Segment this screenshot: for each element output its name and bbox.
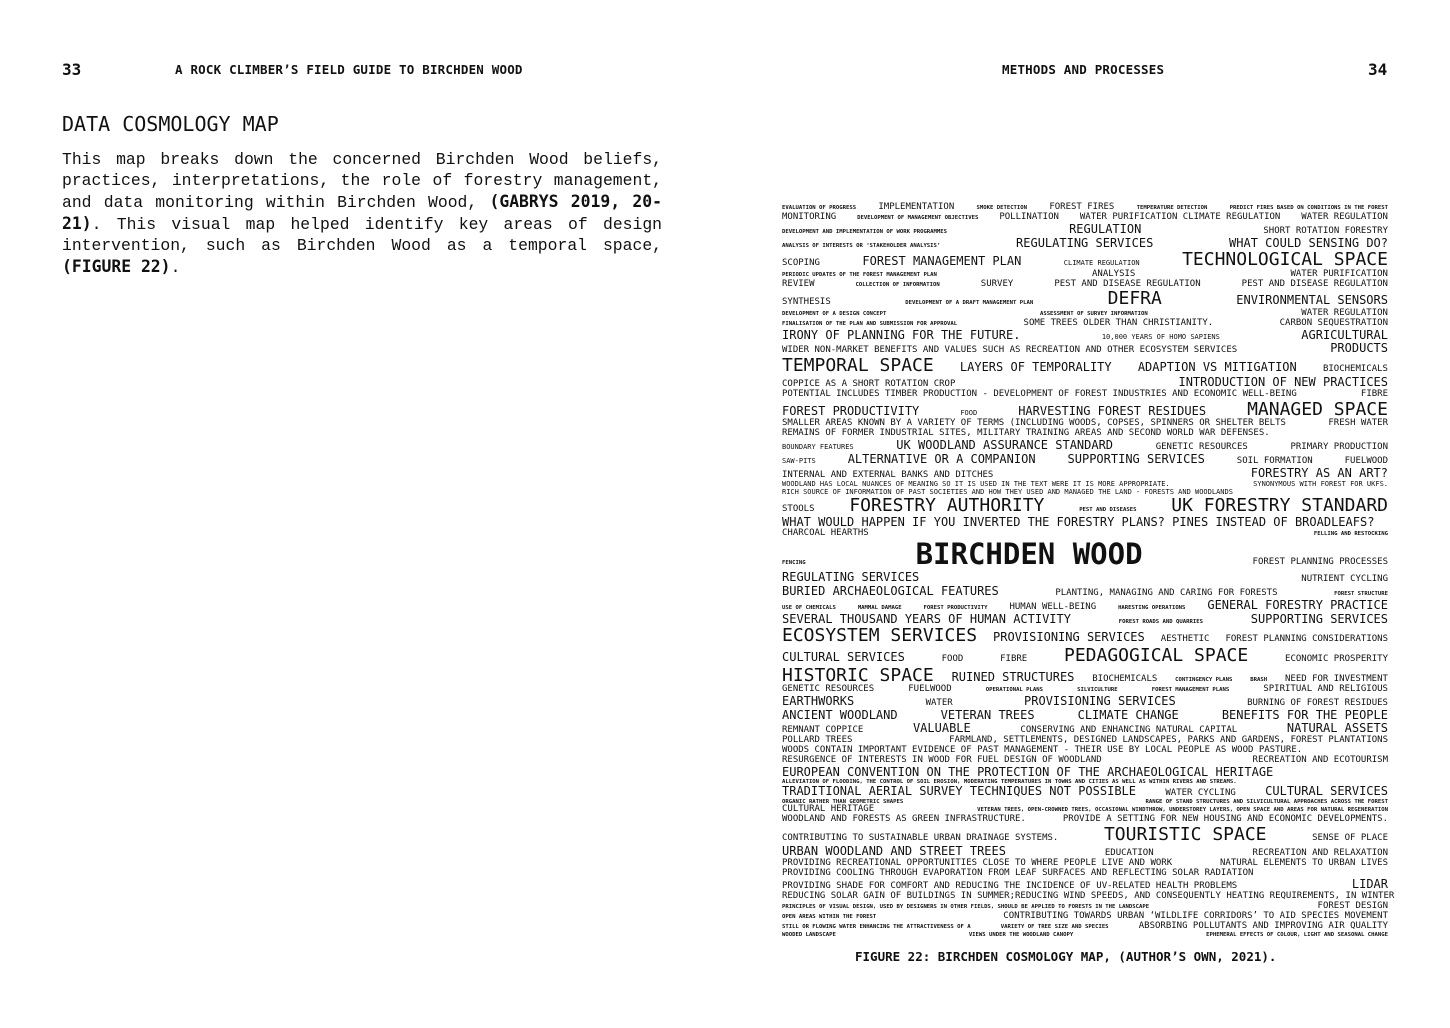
cloud-row: [782, 815, 1388, 825]
cloud-term: HUMAN WELL-BEING: [1009, 601, 1097, 612]
cloud-term: SOIL FORMATION: [1236, 456, 1313, 467]
cloud-term: FORESTRY AS AN ART?: [1250, 466, 1388, 481]
cloud-row: [782, 453, 1388, 467]
cloud-term: NEED FOR INVESTMENT: [1284, 673, 1388, 684]
cloud-term: RANGE OF STAND STRUCTURES AND SILVICULTURAL APPROACHES ACROSS THE FOREST: [1145, 799, 1388, 806]
cloud-term: SMALLER AREAS KNOWN BY A VARIETY OF TERMS (INCLUDING WOODS, COPSES, SPINNERS OR SHELTER BELTS: [782, 418, 1286, 429]
cloud-row: [782, 439, 1388, 453]
cloud-term: TOURISTIC SPACE: [1103, 823, 1267, 845]
cloud-row: [782, 695, 1388, 709]
paragraph-text: This map breaks down the concerned Birchden Wood beliefs, practices, interpretations, the role of forestry management, and data monitoring within Birchden Wood,: [62, 150, 662, 212]
cloud-term: REMAINS OF FORMER INDUSTRIAL SITES, MILITARY TRAINING AREAS AND SECOND WORLD WAR DEFENSES.: [782, 428, 1270, 439]
cloud-term: BURNING OF FOREST RESIDUES: [1247, 698, 1388, 709]
cloud-term: CONTINGENCY PLANS: [1175, 676, 1233, 683]
cloud-term: RECREATION AND ECOTOURISM: [1252, 754, 1388, 765]
cloud-term: EVALUATION OF PROGRESS: [782, 205, 857, 211]
cloud-row: [782, 932, 1388, 938]
cloud-term: RESURGENCE OF INTERESTS IN WOOD FOR FUEL DESIGN OF WOODLAND: [782, 754, 1102, 765]
cloud-row: [782, 237, 1388, 250]
cloud-row: [782, 922, 1388, 932]
cloud-term: FOREST ROADS AND QUARRIES: [1118, 618, 1203, 625]
cloud-row: [782, 825, 1388, 845]
cloud-term: FUELWOOD: [1344, 456, 1388, 467]
cloud-term: NUTRIENT CYCLING: [1301, 574, 1388, 585]
cloud-row: [782, 250, 1388, 270]
cloud-term: ECOSYSTEM SERVICES: [782, 624, 978, 646]
cloud-term: PERIODIC UPDATES OF THE FOREST MANAGEMENT PLAN: [782, 271, 937, 278]
cloud-row: [782, 223, 1388, 237]
cloud-term: HARVESTING FOREST RESIDUES: [1018, 403, 1207, 418]
cloud-term: PROVIDING SHADE FOR COMFORT AND REDUCING THE INCIDENCE OF UV-RELATED HEALTH PROBLEMS: [782, 881, 1238, 892]
cloud-term: CHARCOAL HEARTHS: [782, 528, 869, 539]
cloud-term: SAW-PITS: [782, 457, 816, 466]
cloud-term: AGRICULTURAL: [1301, 328, 1388, 343]
cloud-term: EDUCATION: [1104, 847, 1154, 858]
cloud-term: POTENTIAL INCLUDES TIMBER PRODUCTION - DEVELOPMENT OF FOREST INDUSTRIES AND ECONOMIC WELL-BEING: [782, 388, 1297, 399]
cloud-term: MONITORING: [782, 211, 837, 222]
cloud-term: RUINED STRUCTURES: [951, 669, 1075, 684]
cloud-term: INTERNAL AND EXTERNAL BANKS AND DITCHES: [782, 470, 994, 481]
cloud-row: [782, 539, 1388, 571]
cloud-term: NATURAL ASSETS: [1286, 721, 1388, 736]
cloud-term: TEMPORAL SPACE: [782, 355, 934, 377]
cloud-term: MANAGED SPACE: [1247, 398, 1388, 420]
cloud-term: PEST AND DISEASES: [1079, 507, 1137, 514]
cloud-term: RECREATION AND RELAXATION: [1252, 847, 1388, 858]
cloud-row: [782, 342, 1388, 356]
cloud-term: ANALYSIS OF INTERESTS OR ‘STAKEHOLDER ANALYSIS’: [782, 242, 941, 249]
cloud-term: FOOD: [960, 408, 978, 417]
cloud-term: WOODS CONTAIN IMPORTANT EVIDENCE OF PAST MANAGEMENT - THEIR USE BY LOCAL PEOPLE AS WOOD PASTURE.: [782, 745, 1303, 756]
cloud-term: COPPICE AS A SHORT ROTATION CROP: [782, 378, 956, 389]
cloud-row: [782, 356, 1388, 376]
cloud-term: DEVELOPMENT OF MANAGEMENT OBJECTIVES: [857, 214, 979, 221]
cloud-term: WATER CYCLING: [1165, 788, 1236, 799]
cloud-term: SYNONYMOUS WITH FOREST FOR UKFS.: [1253, 479, 1388, 488]
cloud-term: COLLECTION OF INFORMATION: [855, 281, 940, 288]
figure-caption: FIGURE 22: BIRCHDEN COSMOLOGY MAP, (AUTHOR’S OWN, 2021).: [855, 949, 1277, 964]
figure-reference: (FIGURE 22): [62, 257, 171, 276]
cloud-term: FENCING: [782, 560, 806, 567]
cloud-term: LIDAR: [1351, 877, 1388, 892]
cloud-term: UK FORESTRY STANDARD: [1171, 495, 1388, 517]
cosmology-word-cloud: [782, 202, 1395, 938]
cloud-term: INTRODUCTION OF NEW PRACTICES: [1178, 374, 1388, 389]
cloud-term: URBAN WOODLAND AND STREET TREES: [782, 843, 1006, 858]
cloud-term: CULTURAL HERITAGE: [782, 804, 875, 815]
cloud-term: ANALYSIS: [1092, 268, 1136, 279]
cloud-term: BURIED ARCHAEOLOGICAL FEATURES: [782, 583, 999, 598]
cloud-row: [782, 869, 1388, 879]
cloud-term: REGULATING SERVICES: [1016, 235, 1154, 250]
cloud-term: VETERAN TREES, OPEN-CROWNED TREES, OCCASIONAL WINDTHROW, UNDERSTOREY LAYERS, OPEN SPACE AND AREAS FOR NATURAL REGENERATION: [977, 807, 1388, 814]
running-head-left: A ROCK CLIMBER’S FIELD GUIDE TO BIRCHDEN WOOD: [175, 62, 523, 77]
cloud-term: SMOKE DETECTION: [976, 205, 1028, 211]
cloud-term: BIOCHEMICALS: [1322, 364, 1388, 375]
running-head-right: METHODS AND PROCESSES: [1002, 62, 1165, 77]
cloud-term: VALUABLE: [912, 721, 971, 736]
paragraph-text: . This visual map helped identify key areas of design intervention, such as Birchden Wood as a temporal space,: [62, 215, 662, 255]
cloud-term: NATURAL ELEMENTS TO URBAN LIVES: [1220, 857, 1388, 868]
cloud-term: SILVICULTURE: [1077, 687, 1118, 694]
cloud-term: FOREST STRUCTURE: [1334, 590, 1388, 597]
cloud-term: HISTORIC SPACE: [782, 664, 934, 686]
cloud-term: OPERATIONAL PLANS: [985, 687, 1044, 694]
cloud-term: CONTRIBUTING TOWARDS URBAN ‘WILDLIFE CORRIDORS’ TO AID SPECIES MOVEMENT: [1003, 911, 1388, 922]
cloud-term: PROVISIONING SERVICES: [993, 629, 1145, 644]
cloud-term: REGULATING SERVICES: [782, 570, 920, 585]
cloud-term: SUPPORTING SERVICES: [1067, 452, 1205, 467]
cloud-term: PEST AND DISEASE REGULATION: [1241, 278, 1388, 289]
cloud-term: FOOD: [941, 653, 964, 664]
cloud-term: REVIEW: [782, 278, 815, 289]
cloud-term: PLANTING, MANAGING AND CARING FOR FORESTS: [1055, 587, 1278, 598]
cloud-term: CONTRIBUTING TO SUSTAINABLE URBAN DRAINAGE SYSTEMS.: [782, 832, 1059, 843]
cloud-term: UK WOODLAND ASSURANCE STANDARD: [896, 438, 1114, 453]
cloud-row: [782, 891, 1395, 902]
cloud-term: BIOCHEMICALS: [1092, 673, 1158, 684]
cloud-term: GENETIC RESOURCES: [1155, 442, 1248, 453]
cloud-term: ADAPTION VS MITIGATION: [1137, 360, 1297, 375]
page-number-left: 33: [62, 60, 82, 79]
cloud-term: FOREST PRODUCTIVITY: [923, 604, 988, 611]
cloud-term: PROVIDING RECREATIONAL OPPORTUNITIES CLOSE TO WHERE PEOPLE LIVE AND WORK: [782, 857, 1173, 868]
section-heading: DATA COSMOLOGY MAP: [62, 112, 279, 136]
cloud-term: PROVISIONING SERVICES: [1024, 694, 1176, 709]
cloud-term: SCOPING: [782, 257, 820, 268]
cloud-row: [782, 496, 1388, 516]
cloud-row: [782, 585, 1388, 599]
cloud-term: SHORT ROTATION FORESTRY: [1263, 225, 1388, 236]
cloud-term: PEDAGOGICAL SPACE: [1064, 644, 1249, 666]
cloud-row: [782, 666, 1388, 686]
cloud-term: ALLEVIATION OF FLOODING, THE CONTROL OF SOIL EROSION, MODERATING TEMPERATURES IN TOWNS AND CITIES AS WELL AS WITHIN RIVERS AND STREAMS.: [782, 779, 1237, 786]
cloud-row: [782, 516, 1388, 529]
cloud-term: ABSORBING POLLUTANTS AND IMPROVING AIR QUALITY: [1138, 921, 1388, 932]
cloud-term: WHAT WOULD HAPPEN IF YOU INVERTED THE FORESTRY PLANS? PINES INSTEAD OF BROADLEAFS?: [782, 515, 1375, 530]
cloud-term: BOUNDARY FEATURES: [782, 443, 854, 452]
cloud-term: TECHNOLOGICAL SPACE: [1182, 248, 1388, 270]
cloud-term: ANCIENT WOODLAND: [782, 708, 898, 723]
cloud-term: CONSERVING AND ENHANCING NATURAL CAPITAL: [1020, 725, 1238, 736]
cloud-row: [782, 289, 1388, 309]
cloud-term: ASSESSMENT OF SURVEY INFORMATION: [1039, 311, 1148, 318]
body-paragraph: [62, 149, 662, 278]
cloud-term: SEVERAL THOUSAND YEARS OF HUMAN ACTIVITY: [782, 611, 1071, 626]
cloud-term: POLLARD TREES: [782, 735, 853, 746]
cloud-term: WATER REGULATION: [1301, 211, 1388, 222]
cloud-term: CLIMATE REGULATION: [1063, 258, 1140, 267]
cloud-term: ECONOMIC PROSPERITY: [1285, 653, 1388, 664]
cloud-term: DEVELOPMENT OF A DESIGN CONCEPT: [782, 311, 887, 318]
cloud-term: CLIMATE CHANGE: [1077, 708, 1179, 723]
cloud-term: FARMLAND, SETTLEMENTS, DESIGNED LANDSCAPES, PARKS AND GARDENS, FOREST PLANTATIONS: [949, 735, 1388, 746]
cloud-row: [782, 599, 1388, 613]
cloud-term: FELLING AND RESTOCKING: [1313, 531, 1388, 538]
cloud-term: WIDER NON-MARKET BENEFITS AND VALUES SUCH AS RECREATION AND OTHER ECOSYSTEM SERVICES: [782, 345, 1238, 356]
cloud-term: OPEN AREAS WITHIN THE FOREST: [782, 914, 877, 921]
cloud-term: FOREST MANAGEMENT PLANS: [1151, 687, 1230, 694]
cloud-term: IRONY OF PLANNING FOR THE FUTURE.: [782, 328, 1021, 343]
cloud-term: BRASH: [1250, 676, 1268, 683]
cloud-term: IMPLEMENTATION: [878, 202, 955, 212]
cloud-row: [782, 280, 1388, 290]
cloud-term: RICH SOURCE OF INFORMATION OF PAST SOCIETIES AND HOW THEY USED AND MANAGED THE LAND - FORESTS AND WOODLANDS: [782, 487, 1233, 496]
cloud-term: FOREST DESIGN: [1317, 901, 1388, 912]
cloud-term: REDUCING SOLAR GAIN OF BUILDINGS IN SUMMER;REDUCING WIND SPEEDS, AND CONSEQUENTLY HEATING REQUIREMENTS, IN WINTER: [782, 891, 1395, 902]
cloud-term: WOODED LANDSCAPE: [782, 931, 836, 938]
cloud-term: WATER: [925, 698, 953, 709]
cloud-term: VARIETY OF TREE SIZE AND SPECIES: [1000, 924, 1109, 931]
cloud-term: BENEFITS FOR THE PEOPLE: [1221, 708, 1388, 723]
cloud-term: PREDICT FIRES BASED ON CONDITIONS IN THE FOREST: [1229, 205, 1388, 211]
cloud-term: VIEWS UNDER THE WOODLAND CANOPY: [968, 931, 1074, 938]
cloud-term: FOREST PLANNING CONSIDERATIONS: [1225, 633, 1388, 644]
cloud-row: [782, 400, 1388, 420]
cloud-term: CULTURAL SERVICES: [1265, 784, 1388, 799]
cloud-term: DEVELOPMENT AND IMPLEMENTATION OF WORK PROGRAMMES: [782, 228, 948, 235]
cloud-term: REMNANT COPPICE: [782, 725, 864, 736]
cloud-term: SYNTHESIS: [782, 297, 831, 308]
cloud-term: CULTURAL SERVICES: [782, 649, 905, 664]
cloud-row: [782, 613, 1388, 626]
cloud-term: PRIMARY PRODUCTION: [1290, 442, 1388, 453]
cloud-term: ENVIRONMENTAL SENSORS: [1236, 293, 1388, 308]
cloud-term: WOODLAND HAS LOCAL NUANCES OF MEANING SO IT IS USED IN THE TEXT WERE IT IS MORE APPROPRIATE.: [782, 479, 1170, 488]
cloud-term: FORESTRY AUTHORITY: [849, 495, 1045, 517]
cloud-term: SOME TREES OLDER THAN CHRISTIANITY.: [1023, 318, 1214, 329]
cloud-term: EPHEMERAL EFFECTS OF COLOUR, LIGHT AND SEASONAL CHANGE: [1206, 931, 1388, 938]
cloud-term: AESTHETIC: [1160, 633, 1210, 644]
cloud-term: FOREST FIRES: [1049, 202, 1115, 212]
cloud-term: PROVIDE A SETTING FOR NEW HOUSING AND ECONOMIC DEVELOPMENTS.: [1062, 814, 1388, 825]
cloud-term: STILL OR FLOWING WATER ENHANCING THE ATTRACTIVENESS OF A: [782, 924, 971, 931]
cloud-term: TEMPERATURE DETECTION: [1136, 205, 1208, 211]
cloud-term: SURVEY: [980, 278, 1014, 289]
cloud-row: [782, 845, 1388, 859]
cloud-term: FOREST PRODUCTIVITY: [782, 403, 920, 418]
cloud-row: [782, 626, 1388, 646]
cloud-term: EUROPEAN CONVENTION ON THE PROTECTION OF THE ARCHAEOLOGICAL HERITAGE: [782, 764, 1274, 779]
cloud-term: DEFRA: [1107, 288, 1162, 310]
cloud-term: REGULATION: [1069, 221, 1142, 236]
cloud-term: FRESH WATER: [1328, 418, 1388, 429]
cloud-term: POLLINATION: [999, 211, 1059, 222]
cloud-row: [782, 329, 1388, 342]
cloud-term: 10,000 YEARS OF HOMO SAPIENS: [1101, 333, 1220, 342]
cloud-term: FINALISATION OF THE PLAN AND SUBMISSION FOR APPROVAL: [782, 321, 958, 328]
cloud-term: WHAT COULD SENSING DO?: [1229, 235, 1388, 250]
cloud-row: [782, 376, 1388, 390]
cloud-term: SPIRITUAL AND RELIGIOUS: [1263, 684, 1388, 695]
cloud-term: TRADITIONAL AERIAL SURVEY TECHNIQUES NOT POSSIBLE: [782, 784, 1137, 799]
cloud-term: HARESTING OPERATIONS: [1118, 604, 1186, 611]
cloud-term: WATER PURIFICATION CLIMATE REGULATION: [1079, 211, 1281, 222]
cloud-row: [782, 785, 1388, 799]
cloud-term: DEVELOPMENT OF A DRAFT MANAGEMENT PLAN: [905, 300, 1034, 307]
cloud-row: [782, 571, 1388, 585]
cloud-row: [782, 878, 1388, 892]
cloud-term: SENSE OF PLACE: [1312, 832, 1388, 843]
cloud-term: BIRCHDEN WOOD: [915, 537, 1143, 572]
cloud-term: FOREST MANAGEMENT PLAN: [862, 253, 1022, 268]
cloud-term: PRINCIPLES OF VISUAL DESIGN, USED BY DESIGNERS IN OTHER FIELDS, SHOULD BE APPLIED TO FORESTS IN THE LANDSCAPE: [782, 904, 1150, 911]
cloud-term: SUPPORTING SERVICES: [1250, 611, 1388, 626]
cloud-term: FIBRE: [1360, 388, 1388, 399]
cloud-term: FOREST PLANNING PROCESSES: [1252, 557, 1388, 568]
cloud-term: FUELWOOD: [908, 684, 952, 695]
cloud-term: GENETIC RESOURCES: [782, 684, 875, 695]
cloud-term: PROVIDING COOLING THROUGH EVAPORATION FROM LEAF SURFACES AND REFLECTING SOLAR RADIATION: [782, 867, 1254, 878]
paragraph-text: .: [170, 258, 181, 277]
cloud-term: CARBON SEQUESTRATION: [1279, 318, 1388, 329]
cloud-row: [782, 766, 1388, 779]
cloud-term: LAYERS OF TEMPORALITY: [959, 360, 1112, 375]
cloud-term: WOODLAND AND FORESTS AS GREEN INFRASTRUCTURE.: [782, 814, 1026, 825]
cloud-term: GENERAL FORESTRY PRACTICE: [1207, 597, 1388, 612]
page-number-right: 34: [1368, 60, 1388, 79]
cloud-term: WATER REGULATION: [1301, 308, 1388, 319]
cloud-term: WATER PURIFICATION: [1290, 268, 1388, 279]
cloud-term: VETERAN TREES: [940, 708, 1035, 723]
cloud-term: STOOLS: [782, 504, 815, 515]
cloud-term: MAMMAL DAMAGE: [857, 604, 902, 611]
citation-reference: (GABRYS 2019, 20-21): [62, 192, 662, 233]
cloud-term: FIBRE: [1000, 653, 1028, 664]
cloud-term: ALTERNATIVE OR A COMPANION: [847, 452, 1036, 467]
cloud-term: ORGANIC RATHER THAN GEOMETRIC SHAPES: [782, 799, 904, 806]
cloud-row: [782, 467, 1388, 481]
cloud-term: PRODUCTS: [1330, 341, 1388, 356]
cloud-term: EARTHWORKS: [782, 694, 855, 709]
cloud-term: USE OF CHEMICALS: [782, 604, 836, 611]
cloud-row: [782, 646, 1388, 666]
cloud-term: PEST AND DISEASE REGULATION: [1054, 278, 1201, 289]
cloud-row: [782, 722, 1388, 736]
